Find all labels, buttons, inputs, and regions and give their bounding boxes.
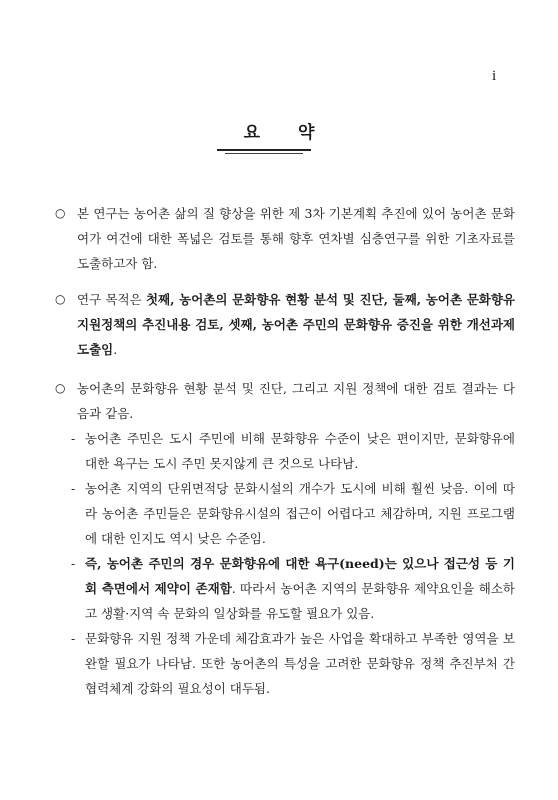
page-number: i <box>492 68 497 84</box>
finding-item <box>71 426 515 476</box>
paragraph-objectives <box>55 287 515 362</box>
objectives-bold-text: 첫째, 농어촌의 문화향유 현황 분석 및 진단, 둘째, 농어촌 문화향유 지원정책의 추진내용 검토, 셋째, 농어촌 주민의 문화향유 증진을 위한 개선과제 도출임 <box>77 292 515 357</box>
finding-text: . 따라서 농어촌 지역의 문화향유 제약요인을 해소하고 생활·지역 속 문화의 일상화를 유도할 필요가 있음. <box>85 581 515 621</box>
paragraph-findings <box>55 376 515 701</box>
dash-marker: - <box>71 556 76 571</box>
finding-item <box>71 476 515 551</box>
bullet-circle-icon: ○ <box>55 381 66 395</box>
finding-item <box>71 551 515 626</box>
finding-item <box>71 626 515 701</box>
dash-marker: - <box>71 481 76 496</box>
objectives-intro: 연구 목적은 <box>77 292 146 307</box>
objectives-period: . <box>113 342 118 357</box>
title-underline <box>217 149 311 151</box>
bullet-circle-icon: ○ <box>55 292 66 306</box>
paragraph-text: 본 연구는 농어촌 삶의 질 향상을 위한 제 3차 기본계획 추진에 있어 농어촌 문화여가 여건에 대한 폭넓은 검토를 통해 향후 연차별 심층연구를 위한 기초자료를 도출하고자 함. <box>77 206 515 271</box>
paragraph-text <box>77 287 515 362</box>
dash-marker: - <box>71 431 76 446</box>
dash-marker: - <box>71 631 76 646</box>
page-title: 요 약 <box>243 123 331 143</box>
paragraph-text: 농어촌의 문화향유 현황 분석 및 진단, 그리고 지원 정책에 대한 검토 결과는 다음과 같음. <box>77 381 515 421</box>
bullet-circle-icon: ○ <box>55 206 66 220</box>
finding-text: 농어촌 주민은 도시 주민에 비해 문화향유 수준이 낮은 편이지만, 문화향유에 대한 욕구는 도시 주민 못지않게 큰 것으로 나타남. <box>85 431 515 471</box>
finding-text: 농어촌 지역의 단위면적당 문화시설의 개수가 도시에 비해 훨씬 낮음. 이에 따라 농어촌 주민들은 문화향유시설의 접근이 어렵다고 체감하며, 지원 프로그램에 대한 인지도 역시 낮은 수준임. <box>85 481 515 546</box>
finding-bold-text: 즉, 농어촌 주민의 경우 문화향유에 대한 욕구(need)는 있으나 접근성 등 기회 측면에서 제약이 존재함 <box>85 556 515 596</box>
paragraph-purpose <box>55 201 515 276</box>
finding-text: 문화향유 지원 정책 가운데 체감효과가 높은 사업을 확대하고 부족한 영역을 보완할 필요가 나타남. 또한 농어촌의 특성을 고려한 문화향유 정책 추진부처 간 협력체계 강화의 필요성이 대두됨. <box>85 631 515 696</box>
